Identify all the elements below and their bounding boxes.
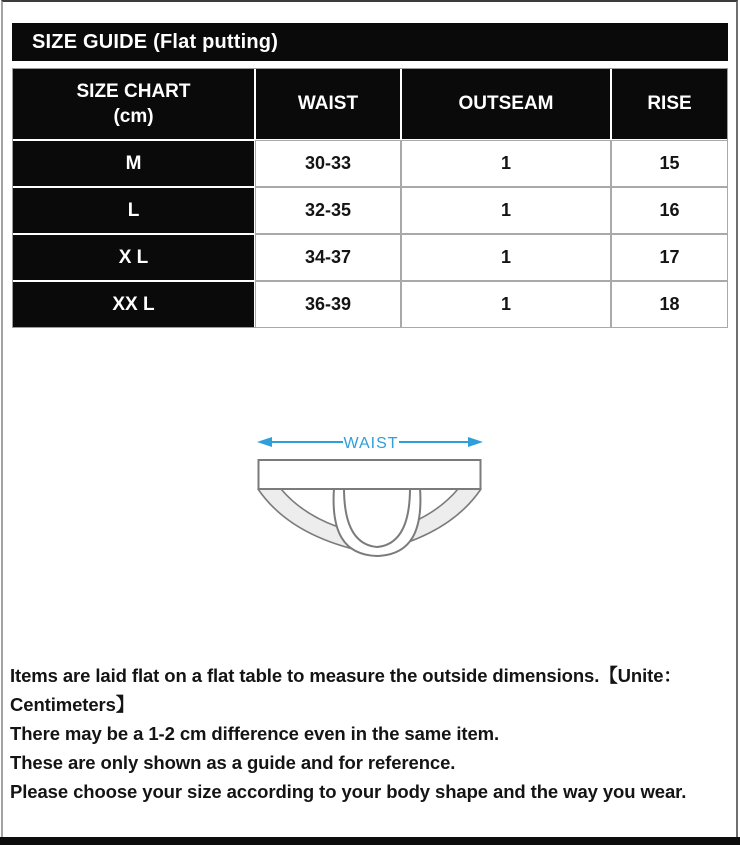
row-outseam-value: 1: [402, 235, 610, 280]
waist-arrow-label: WAIST: [343, 435, 399, 452]
row-rise-value: 17: [612, 235, 727, 280]
note-line: These are only shown as a guide and for reference.: [10, 752, 456, 773]
row-waist-value: 36-39: [256, 282, 400, 327]
note-line: Centimeters】: [10, 694, 135, 715]
arrow-left-icon: [257, 437, 272, 447]
bottom-black-bar: [0, 837, 740, 845]
row-waist-value: 30-33: [256, 141, 400, 186]
row-size-label: XX L: [13, 282, 254, 327]
page-title: [12, 23, 728, 61]
column-header-outseam: OUTSEAM: [402, 69, 610, 139]
row-outseam-value: 1: [402, 282, 610, 327]
row-waist-value: 32-35: [256, 188, 400, 233]
note-line: Items are laid flat on a flat table to measure the outside dimensions.【Unite：: [10, 665, 682, 686]
waist-arrow: [257, 435, 483, 452]
note-line: Please choose your size according to your body shape and the way you wear.: [10, 781, 687, 802]
size-chart-table: [12, 68, 728, 328]
arrow-right-icon: [468, 437, 483, 447]
garment-measurement-diagram: [240, 425, 500, 565]
row-outseam-value: 1: [402, 188, 610, 233]
row-size-label: M: [13, 141, 254, 186]
row-size-label: L: [13, 188, 254, 233]
row-waist-value: 34-37: [256, 235, 400, 280]
column-header-waist: WAIST: [256, 69, 400, 139]
row-size-label: X L: [13, 235, 254, 280]
measurement-notes: [10, 661, 738, 806]
row-rise-value: 18: [612, 282, 727, 327]
waistband-shape: [259, 460, 481, 489]
page-title-text: SIZE GUIDE (Flat putting): [32, 31, 279, 53]
column-header-size-chart: SIZE CHART (cm): [13, 69, 254, 139]
row-outseam-value: 1: [402, 141, 610, 186]
note-line: There may be a 1-2 cm difference even in the same item.: [10, 723, 500, 744]
row-rise-value: 15: [612, 141, 727, 186]
row-rise-value: 16: [612, 188, 727, 233]
column-header-rise: RISE: [612, 69, 727, 139]
